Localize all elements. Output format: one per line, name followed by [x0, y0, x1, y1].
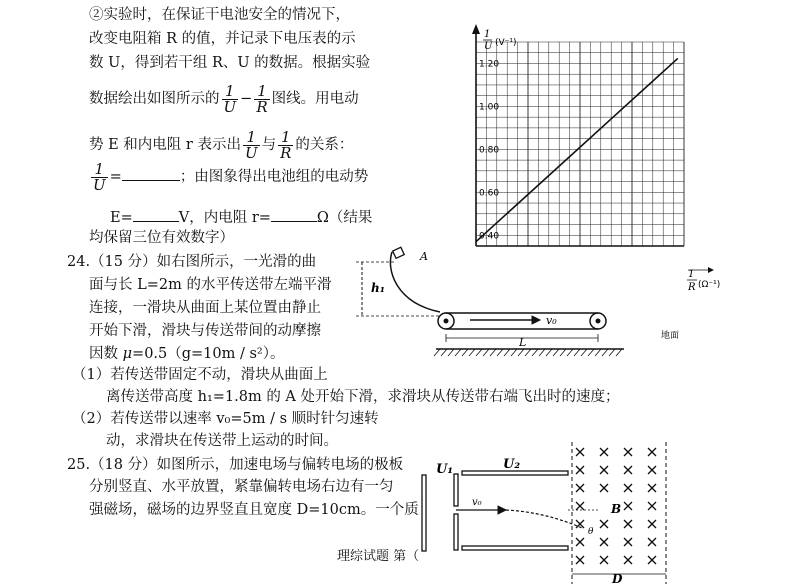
hatch-line	[588, 349, 594, 356]
mu-symbol: μ	[122, 346, 133, 362]
conveyor-figure	[356, 247, 624, 356]
deflect-plate-bottom	[462, 546, 568, 550]
q23-line4-post: 图线。用电动	[271, 91, 359, 107]
hatch-line	[595, 349, 601, 356]
y-tick-label: 1.20	[479, 59, 500, 70]
label-theta: θ	[588, 527, 594, 537]
hatch-line	[511, 349, 517, 356]
q23-line7-mid: V，内电阻 r=	[178, 210, 271, 226]
y-tick-label: 0.80	[479, 145, 500, 156]
minus-sign: −	[240, 91, 253, 107]
q24-line1: 24.（15 分）如右图所示，一光滑的曲	[67, 254, 317, 270]
x-axis-label-num: 1	[688, 269, 695, 280]
x-axis-label-unit: (Ω⁻¹)	[698, 280, 721, 290]
hatch-line	[609, 349, 615, 356]
hatch-line	[532, 349, 538, 356]
q23-line8: 均保留三位有效数字）	[89, 230, 234, 246]
q23-line5-post: 的关系：	[295, 137, 354, 153]
q23-line1: ②实验时，在保证干电池安全的情况下，	[89, 7, 350, 23]
q25-line2: 分别竖直、水平放置，紧靠偏转电场右边有一匀	[89, 479, 394, 495]
hatch-line	[476, 349, 482, 356]
v0-arrow-q25	[498, 506, 506, 514]
x-axis-label-den: R	[688, 282, 696, 293]
q25-line1: 25.（18 分）如图所示，加速电场与偏转电场的极板	[67, 457, 404, 473]
q23-line7-post: Ω（结果	[316, 210, 373, 226]
label-U2: U₂	[503, 457, 521, 472]
y-tick-label: 0.60	[479, 188, 500, 199]
fraction-one-over-u-2: $\frac{1}{U}$	[244, 127, 258, 162]
accel-plate-right-bottom	[454, 514, 458, 550]
hatch-line	[504, 349, 510, 356]
label-L: L	[519, 336, 527, 349]
label-B: B	[611, 502, 622, 516]
hatch-line	[497, 349, 503, 356]
graph-grid	[476, 42, 684, 246]
hatch-line	[469, 349, 475, 356]
hatch-line	[448, 349, 454, 356]
hatch-line	[483, 349, 489, 356]
q24-line4: 开始下滑，滑块与传送带间的动摩擦	[89, 323, 321, 339]
fraction-one-over-u: $\frac{1}{U}$	[223, 81, 237, 116]
curved-slope	[390, 252, 440, 312]
y-axis-label-den: U	[484, 41, 493, 52]
q24-line5-post: =0.5（g=10m / s²）。	[132, 346, 285, 362]
q24-line3: 连接，一滑块从曲面上某位置由静止	[89, 300, 321, 316]
label-ground: 地面	[661, 331, 680, 341]
field-figure	[422, 442, 666, 584]
hatch-line	[546, 349, 552, 356]
fraction-one-over-u-3: $\frac{1}{U}$	[93, 159, 106, 194]
q24-sub2-a: （2）若传送带以速率 v₀=5m / s 顺时针匀速转	[72, 411, 379, 427]
q25-line3: 强磁场，磁场的边界竖直且宽度 D=10cm。一个质	[89, 502, 419, 518]
label-v0-belt: v₀	[546, 314, 557, 327]
y-tick-label: 1.00	[479, 102, 500, 113]
y-axis-label-num: 1	[484, 29, 491, 40]
right-roller-axle	[596, 319, 600, 323]
hatch-line	[567, 349, 573, 356]
q24-sub1-a: （1）若传送带固定不动，滑块从曲面上	[72, 367, 328, 383]
y-tick-label: 0.40	[479, 231, 500, 242]
v0-arrow-head	[532, 316, 540, 324]
hatch-line	[574, 349, 580, 356]
label-v0-field: v₀	[472, 497, 482, 508]
hatch-line	[441, 349, 447, 356]
q24-sub1-b: 离传送带高度 h₁=1.8m 的 A 处开始下滑，求滑块从传送带右端飞出时的速度；	[106, 389, 620, 405]
left-roller-axle	[444, 319, 448, 323]
x-axis-arrow	[708, 267, 714, 273]
hatch-line	[434, 349, 440, 356]
hatch-line	[539, 349, 545, 356]
q23-line4-pre: 数据绘出如图所示的	[89, 91, 220, 107]
fraction-one-over-r-2: $\frac{1}{R}$	[280, 127, 292, 162]
deflected-path	[506, 510, 582, 528]
q23-line5-pre: 势 E 和内电阻 r 表示出	[89, 137, 241, 153]
label-h1: h₁	[371, 281, 385, 295]
q23-line7-e: E=	[110, 210, 133, 226]
q23-line6-eq: =	[109, 169, 122, 185]
accel-plate-left	[422, 475, 426, 551]
hatch-line	[490, 349, 496, 356]
hatch-line	[525, 349, 531, 356]
q24-line5-pre: 因数	[89, 346, 118, 362]
hatch-line	[518, 349, 524, 356]
y-axis-arrow	[472, 24, 480, 34]
accel-plate-right-top	[454, 474, 458, 506]
hatch-line	[581, 349, 587, 356]
q23-line6-post: ；由图象得出电池组的电动势	[179, 169, 369, 185]
q24-sub2-b: 动，求滑块在传送带上运动的时间。	[106, 433, 338, 449]
hatch-line	[602, 349, 608, 356]
hatch-line	[553, 349, 559, 356]
ground-hatching	[434, 349, 622, 356]
hatch-line	[616, 349, 622, 356]
series-line	[476, 58, 678, 241]
slider-block	[393, 247, 405, 258]
label-D: D	[612, 572, 623, 584]
q23-line3: 数 U，得到若干组 R、U 的数据。根据实验	[89, 55, 371, 71]
q23-line2: 改变电阻箱 R 的值，并记录下电压表的示	[89, 31, 356, 47]
hatch-line	[560, 349, 566, 356]
fraction-one-over-r: $\frac{1}{R}$	[256, 81, 268, 116]
footer-page-text: 理综试题 第（	[337, 549, 420, 564]
q23-line5-mid: 与	[261, 137, 277, 153]
y-axis-label-unit: (V⁻¹)	[495, 38, 517, 48]
label-A: A	[420, 250, 428, 263]
label-U1: U₁	[436, 462, 454, 477]
hatch-line	[462, 349, 468, 356]
hatch-line	[455, 349, 461, 356]
q24-line2: 面与长 L=2m 的水平传送带左端平滑	[89, 277, 332, 293]
